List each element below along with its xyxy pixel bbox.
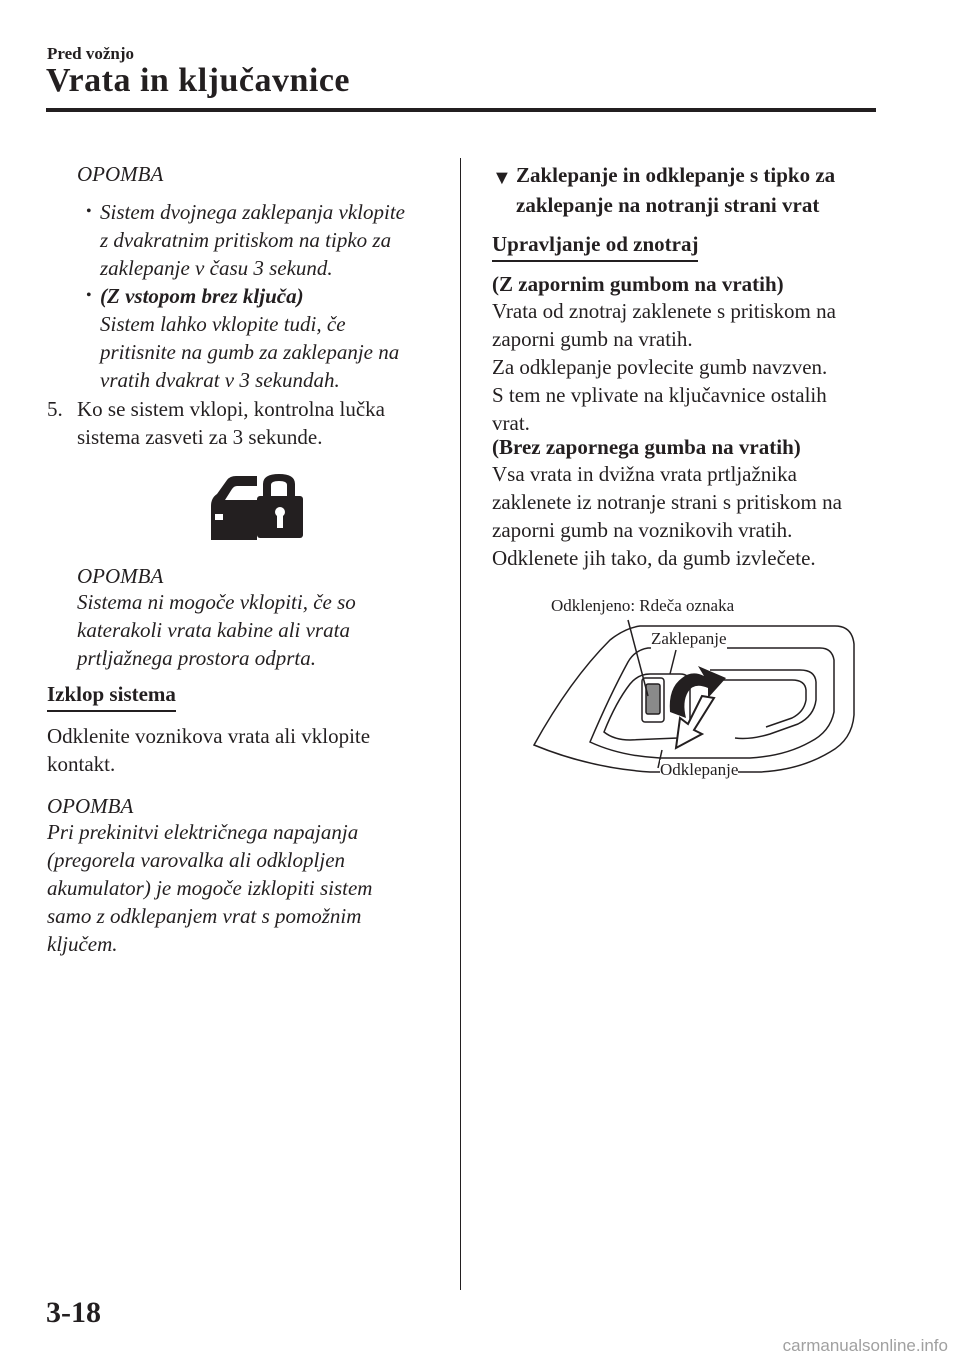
note3-line2: (pregorela varovalka ali odklopljen (47, 848, 346, 872)
page-title: Vrata in ključavnice (46, 62, 351, 99)
note2-line2: katerakoli vrata kabine ali vrata (77, 618, 350, 642)
note1-bullet1-line3: zaklepanje v času 3 sekund. (100, 256, 333, 280)
note1-bullet2-line2: pritisnite na gumb za zaklepanje na (100, 340, 400, 364)
upravljanje-heading: Upravljanje od znotraj (492, 232, 698, 262)
case2-line4: Odklenete jih tako, da gumb izvlečete. (492, 546, 816, 570)
step5-line2: sistema zasveti za 3 sekunde. (77, 425, 323, 449)
case2-line2: zaklenete iz notranje strani s pritiskom na (492, 490, 842, 514)
case1-line1: Vrata od znotraj zaklenete s pritiskom na (492, 299, 836, 323)
subhead-line1: Zaklepanje in odklepanje s tipko za (516, 163, 836, 187)
note2-line3: prtljažnega prostora odprta. (77, 646, 316, 670)
column-divider (460, 158, 461, 1290)
note3-line5: ključem. (47, 932, 118, 956)
note1-bullet2-line1: Sistem lahko vklopite tudi, če (100, 312, 346, 336)
page-number: 3-18 (46, 1296, 101, 1329)
izklop-line1: Odklenite voznikova vrata ali vklopite (47, 724, 371, 748)
note2-line1: Sistema ni mogoče vklopiti, če so (77, 590, 356, 614)
case1-title: (Z zapornim gumbom na vratih) (492, 272, 784, 296)
case2-line3: zaporni gumb na voznikovih vratih. (492, 518, 793, 542)
subhead-line2: zaklepanje na notranji strani vrat (516, 193, 820, 217)
note3-line1: Pri prekinitvi električnega napajanja (47, 820, 359, 844)
note1-bullet1-line1: Sistem dvojnega zaklepanja vklopite (100, 200, 406, 224)
case1-line4: S tem ne vplivate na ključavnice ostalih (492, 383, 827, 407)
case2-title: (Brez zapornega gumba na vratih) (492, 435, 801, 459)
case1-line3: Za odklepanje povlecite gumb navzven. (492, 355, 828, 379)
note2-label: OPOMBA (77, 564, 164, 588)
figure-label-unlock: Odklepanje (660, 760, 739, 779)
note3-line3: akumulator) je mogoče izklopiti sistem (47, 876, 373, 900)
subhead-marker: ▼ (492, 167, 512, 189)
case2-line1: Vsa vrata in dvižna vrata prtljažnika (492, 462, 797, 486)
bullet-dot: • (86, 203, 92, 220)
bullet-dot: • (86, 287, 92, 304)
door-handle-illustration (530, 600, 870, 785)
note3-label: OPOMBA (47, 794, 134, 818)
izklop-heading: Izklop sistema (47, 682, 176, 712)
section-label: Pred vožnjo (47, 44, 135, 63)
step5-number: 5. (47, 397, 63, 421)
step5-line1: Ko se sistem vklopi, kontrolna lučka (77, 397, 385, 421)
case1-line2: zaporni gumb na vratih. (492, 327, 693, 351)
note1-bullet1-line2: z dvakratnim pritiskom na tipko za (100, 228, 392, 252)
car-lock-indicator-icon (205, 472, 305, 542)
watermark: carmanualsonline.info (782, 1336, 948, 1355)
izklop-line2: kontakt. (47, 752, 116, 776)
figure-label-lock: Zaklepanje (651, 629, 727, 648)
note3-line4: samo z odklepanjem vrat s pomožnim (47, 904, 362, 928)
note1-bullet2-line3: vratih dvakrat v 3 sekundah. (100, 368, 340, 392)
note1-label: OPOMBA (77, 162, 164, 186)
figure-label-unlocked: Odklenjeno: Rdeča oznaka (551, 596, 735, 615)
header-rule (46, 108, 876, 112)
case1-line5: vrat. (492, 411, 530, 435)
note1-bullet2-title: (Z vstopom brez ključa) (100, 284, 304, 308)
